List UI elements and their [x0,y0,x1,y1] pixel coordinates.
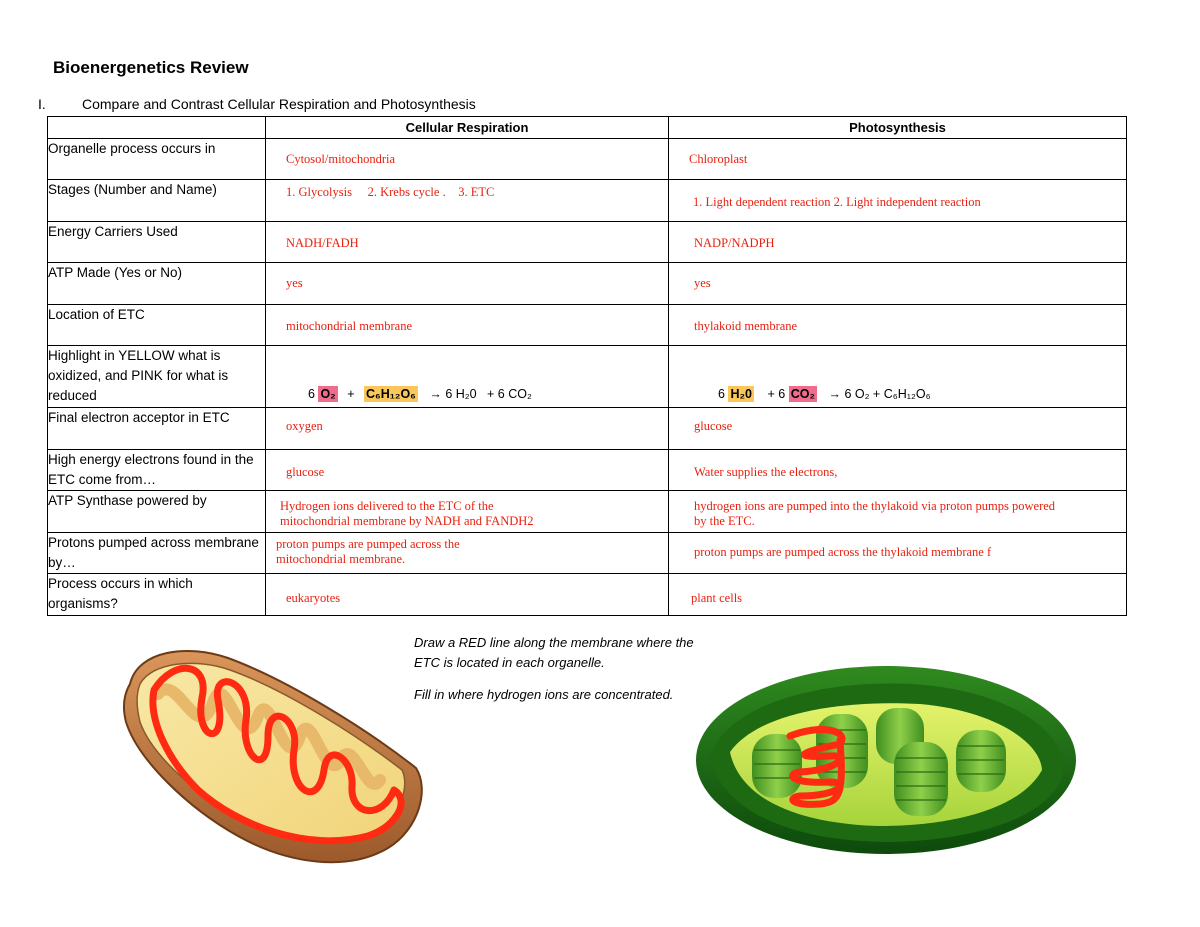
ps-equation-cell[interactable] [669,346,1127,408]
eq-plus: + [347,387,355,401]
eq-coef: 6 [718,387,725,401]
row-question: Final electron acceptor in ETC [48,408,266,450]
ps-answer[interactable]: hydrogen ions are pumped into the thylakoid via proton pumps powered by the ETC. [669,491,1127,533]
ps-answer[interactable]: Water supplies the electrons, [669,450,1127,491]
cr-equation [266,346,668,402]
instruction-red-line: Draw a RED line along the membrane where the ETC is located in each organelle. [414,635,694,670]
table-row [48,408,1127,450]
table-row [48,533,1127,574]
cr-answer[interactable]: Cytosol/mitochondria [266,139,669,180]
cr-answer[interactable]: eukaryotes [266,574,669,616]
cr-answer[interactable]: NADH/FADH [266,222,669,263]
ps-answer[interactable]: thylakoid membrane [669,305,1127,346]
table-header-row [48,117,1127,139]
section-heading [38,96,476,112]
row-question: Location of ETC [48,305,266,346]
row-question: Energy Carriers Used [48,222,266,263]
eq-glucose-oxidized: C₆H₁₂O₆ [366,387,416,401]
ps-answer[interactable]: yes [669,263,1127,305]
table-row [48,222,1127,263]
section-title: Compare and Contrast Cellular Respiration and Photosynthesis [82,96,476,112]
ps-answer[interactable]: proton pumps are pumped across the thylakoid membrane f [669,533,1127,574]
eq-coef: 6 [308,387,315,401]
eq-products: → 6 O₂ + C₆H₁₂O₆ [828,387,931,401]
row-question: Stages (Number and Name) [48,180,266,222]
ps-answer[interactable]: NADP/NADPH [669,222,1127,263]
eq-oxygen-reduced: O₂ [320,387,336,401]
instructions [414,633,704,717]
ps-answer[interactable]: 1. Light dependent reaction 2. Light independent reaction [669,180,1127,222]
table-row [48,305,1127,346]
row-question: Highlight in YELLOW what is oxidized, and PINK for what is reduced [48,346,266,408]
table-row [48,450,1127,491]
section-number: I. [38,96,46,112]
page-title: Bioenergenetics Review [53,58,249,77]
row-question: ATP Synthase powered by [48,491,266,533]
eq-products: → 6 H₂0 + 6 CO₂ [429,387,532,401]
row-question: Protons pumped across membrane by… [48,533,266,574]
cr-answer[interactable]: yes [266,263,669,305]
eq-mid: + 6 [767,387,786,401]
ps-answer[interactable]: glucose [669,408,1127,450]
chloroplast-illustration [690,660,1082,860]
header-empty [48,117,266,139]
ps-answer[interactable]: Chloroplast [669,139,1127,180]
cr-answer[interactable]: oxygen [266,408,669,450]
instruction-hydrogen: Fill in where hydrogen ions are concentrated. [414,687,674,702]
cr-answer[interactable]: 1. Glycolysis 2. Krebs cycle . 3. ETC [266,180,669,222]
row-question: Organelle process occurs in [48,139,266,180]
header-cellular-respiration: Cellular Respiration [266,117,669,139]
table-row [48,491,1127,533]
table-row [48,574,1127,616]
cr-answer[interactable]: glucose [266,450,669,491]
mitochondrion-illustration [118,640,428,868]
cr-answer[interactable]: Hydrogen ions delivered to the ETC of the mitochondrial membrane by NADH and FANDH2 [266,491,669,533]
table-row [48,139,1127,180]
ps-answer[interactable]: plant cells [669,574,1127,616]
eq-co2-reduced: CO₂ [790,387,815,401]
cr-equation-cell[interactable] [266,346,669,408]
table-row [48,180,1127,222]
row-question: ATP Made (Yes or No) [48,263,266,305]
cr-answer[interactable]: mitochondrial membrane [266,305,669,346]
comparison-table [47,116,1127,616]
table-row [48,263,1127,305]
row-question: Process occurs in which organisms? [48,574,266,616]
eq-water-oxidized: H₂0 [730,387,752,401]
header-photosynthesis: Photosynthesis [669,117,1127,139]
ps-equation [669,346,1126,402]
table-row [48,346,1127,408]
row-question: High energy electrons found in the ETC come from… [48,450,266,491]
cr-answer[interactable]: proton pumps are pumped across the mitochondrial membrane. [266,533,669,574]
